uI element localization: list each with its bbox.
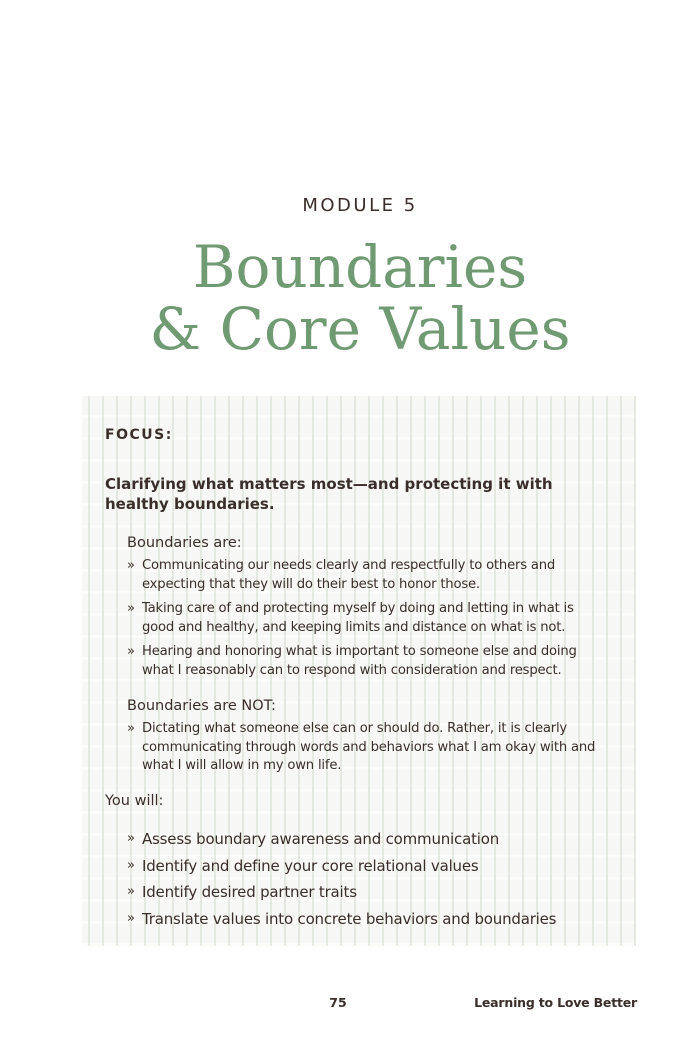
bullet-chevron-icon: »	[127, 601, 135, 616]
list-item	[127, 879, 607, 906]
bullet-chevron-icon: »	[127, 721, 135, 736]
you-will-label: You will:	[105, 793, 164, 809]
list-item	[127, 557, 607, 594]
focus-label: FOCUS:	[105, 427, 173, 443]
list-item	[127, 600, 607, 637]
bullet-chevron-icon: »	[127, 831, 135, 846]
bullet-chevron-icon: »	[127, 910, 135, 926]
list-item	[127, 643, 607, 680]
page-number: 75	[329, 995, 347, 1010]
list-item-text: Hearing and honoring what is important to someone else and doing what I reasonably can to respond with consideration and respect.	[142, 644, 577, 678]
you-will-list	[127, 826, 607, 932]
boundaries-are-not-heading: Boundaries are NOT:	[127, 698, 276, 714]
list-item-text: Translate values into concrete behaviors and boundaries	[142, 909, 557, 928]
boundaries-are-section	[127, 535, 607, 686]
list-item-text: Taking care of and protecting myself by doing and letting in what is good and healthy, and keeping limits and distance on what is not.	[142, 601, 574, 635]
title-line-2: & Core Values	[149, 295, 571, 363]
list-item-text: Identify and define your core relational values	[142, 856, 479, 875]
list-item-text: Dictating what someone else can or should do. Rather, it is clearly communicating through words and behaviors what I am okay with and what I will allow in my own life.	[142, 721, 596, 773]
list-item	[127, 720, 607, 776]
running-footer-book-title: Learning to Love Better	[474, 995, 637, 1010]
boundaries-are-list	[127, 557, 607, 680]
module-label: MODULE 5	[302, 195, 418, 216]
list-item	[127, 826, 607, 853]
bullet-chevron-icon: »	[127, 644, 135, 659]
title-line-1: Boundaries	[192, 233, 528, 301]
boundaries-are-heading: Boundaries are:	[127, 535, 242, 551]
list-item-text: Communicating our needs clearly and respectfully to others and expecting that they will do their best to honor those.	[142, 558, 556, 592]
bullet-chevron-icon: »	[127, 857, 135, 873]
list-item-text: Identify desired partner traits	[142, 883, 357, 901]
boundaries-are-not-section	[127, 698, 607, 782]
boundaries-are-not-list	[127, 720, 607, 776]
list-item-text: Assess boundary awareness and communication	[142, 830, 499, 848]
list-item	[127, 906, 607, 933]
list-item	[127, 853, 607, 880]
bullet-chevron-icon: »	[127, 884, 135, 899]
bullet-chevron-icon: »	[127, 558, 135, 573]
focus-statement: Clarifying what matters most—and protecting it with healthy boundaries.	[105, 475, 553, 513]
page-title	[0, 233, 690, 363]
